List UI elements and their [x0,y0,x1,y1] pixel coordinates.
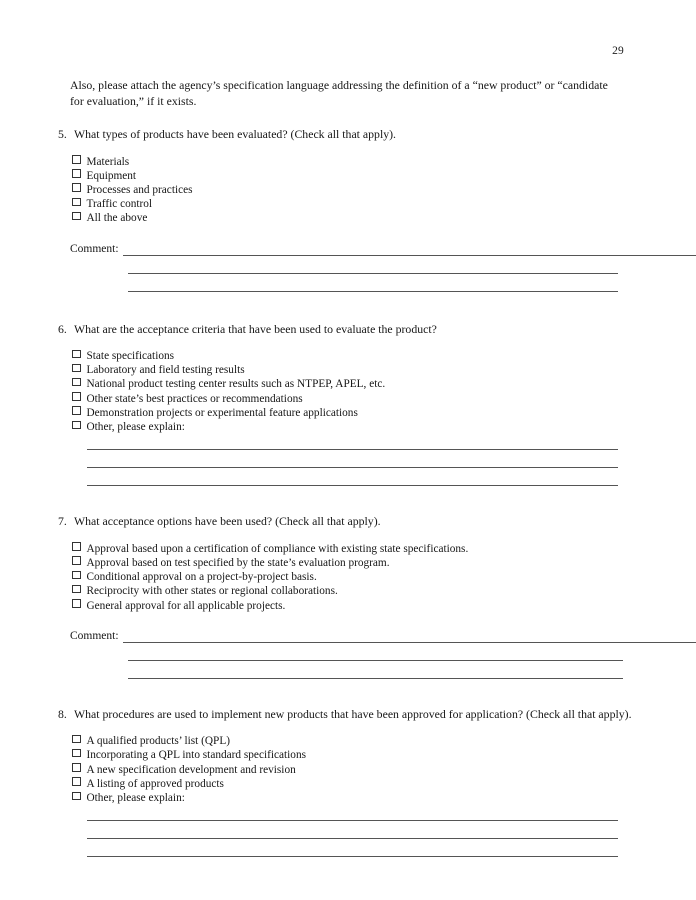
explain-write-line[interactable] [87,467,618,468]
checkbox-icon[interactable] [72,556,81,565]
option-row[interactable] [72,763,696,777]
option-label: Other state’s best practices or recommendations [86,392,303,405]
option-label: General approval for all applicable projects. [86,599,286,612]
checkbox-icon[interactable] [72,169,81,178]
comment-first-line [70,242,696,256]
option-row[interactable] [72,599,696,613]
option-label: A new specification development and revision [86,763,296,776]
option-label: Approval based upon a certification of compliance with existing state specifications. [86,542,469,555]
checkbox-icon[interactable] [72,212,81,221]
explain-write-line[interactable] [87,838,618,839]
question-heading-8 [58,707,658,723]
option-label: Approval based on test specified by the state’s evaluation program. [86,556,390,569]
option-row[interactable] [72,197,696,211]
option-label: Processes and practices [86,183,193,196]
comment-write-line[interactable] [123,255,696,256]
option-label: Reciprocity with other states or regional collaborations. [86,585,338,598]
question-text-5: What types of products have been evaluated? (Check all that apply). [74,127,396,141]
intro-paragraph: Also, please attach the agency’s specification language addressing the definition of a “new product” or “candidate for evaluation,” if it exists. [70,78,608,108]
option-row[interactable] [72,556,696,570]
option-list-5 [72,155,696,226]
explain-lines-6 [87,449,618,486]
explain-write-line[interactable] [87,856,618,857]
checkbox-icon[interactable] [72,735,81,744]
page-content [0,78,696,857]
option-label: Demonstration projects or experimental feature applications [86,406,358,419]
question-text-6: What are the acceptance criteria that have been used to evaluate the product? [74,321,437,336]
option-row[interactable] [72,169,696,183]
option-list-7 [72,542,696,613]
option-row[interactable] [72,392,696,406]
checkbox-icon[interactable] [72,585,81,594]
question-block-7 [0,514,696,679]
comment-write-line[interactable] [128,291,618,292]
option-list-6 [72,349,696,434]
option-label: Other, please explain: [86,421,185,434]
checkbox-icon[interactable] [72,392,81,401]
option-label: Incorporating a QPL into standard specifications [86,749,306,762]
question-text-7: What acceptance options have been used? (Check all that apply). [74,514,381,529]
option-label: Traffic control [86,198,153,211]
question-number-8: 8. [58,706,67,721]
explain-write-line[interactable] [87,820,618,821]
checkbox-icon[interactable] [72,155,81,164]
comment-extra-lines [128,273,696,292]
option-row[interactable] [72,183,696,197]
option-row[interactable] [72,155,696,169]
option-row[interactable] [72,420,696,434]
explain-write-line[interactable] [87,485,618,486]
option-row[interactable] [72,349,696,363]
option-label: National product testing center results such as NTPEP, APEL, etc. [86,378,386,391]
option-row[interactable] [72,748,696,762]
option-row[interactable] [72,406,696,420]
comment-write-line[interactable] [128,678,623,679]
checkbox-icon[interactable] [72,599,81,608]
checkbox-icon[interactable] [72,364,81,373]
option-row[interactable] [72,777,696,791]
checkbox-icon[interactable] [72,571,81,580]
option-label: Equipment [86,169,137,182]
comment-write-line[interactable] [128,273,618,274]
checkbox-icon[interactable] [72,183,81,192]
option-label: State specifications [86,350,175,363]
option-row[interactable] [72,570,696,584]
question-block-5 [0,127,696,292]
comment-block-5 [70,242,696,292]
question-block-8 [0,707,696,858]
checkbox-icon[interactable] [72,792,81,801]
option-label: Other, please explain: [86,792,185,805]
comment-label: Comment: [70,629,119,642]
checkbox-icon[interactable] [72,198,81,207]
checkbox-icon[interactable] [72,542,81,551]
checkbox-icon[interactable] [72,350,81,359]
comment-block-7 [70,629,696,679]
question-block-6 [0,322,696,487]
option-list-8 [72,734,696,805]
option-row[interactable] [72,584,696,598]
option-row[interactable] [72,734,696,748]
comment-first-line [70,629,696,643]
option-label: All the above [86,212,148,225]
explain-write-line[interactable] [87,449,618,450]
option-row[interactable] [72,363,696,377]
option-label: A qualified products’ list (QPL) [86,735,230,748]
question-text-8: What procedures are used to implement new products that have been approved for application? (Check all that apply). [74,706,632,721]
question-number-5: 5. [58,127,67,141]
page-number: 29 [612,45,624,57]
question-heading-7 [58,514,658,530]
comment-write-line[interactable] [128,660,623,661]
option-row[interactable] [72,542,696,556]
checkbox-icon[interactable] [72,777,81,786]
option-row[interactable] [72,377,696,391]
option-label: A listing of approved products [86,777,224,790]
checkbox-icon[interactable] [72,406,81,415]
option-label: Materials [86,155,130,168]
question-number-6: 6. [58,321,67,336]
checkbox-icon[interactable] [72,378,81,387]
explain-lines-8 [87,820,618,857]
comment-extra-lines [128,660,696,679]
option-label: Conditional approval on a project-by-project basis. [86,571,317,584]
comment-write-line[interactable] [123,642,696,643]
checkbox-icon[interactable] [72,421,81,430]
comment-label: Comment: [70,242,119,255]
option-row[interactable] [72,211,696,225]
option-label: Laboratory and field testing results [86,364,245,377]
question-heading-6 [58,322,658,338]
question-number-7: 7. [58,514,67,529]
checkbox-icon[interactable] [72,749,81,758]
checkbox-icon[interactable] [72,763,81,772]
question-heading-5 [58,127,658,143]
option-row[interactable] [72,791,696,805]
